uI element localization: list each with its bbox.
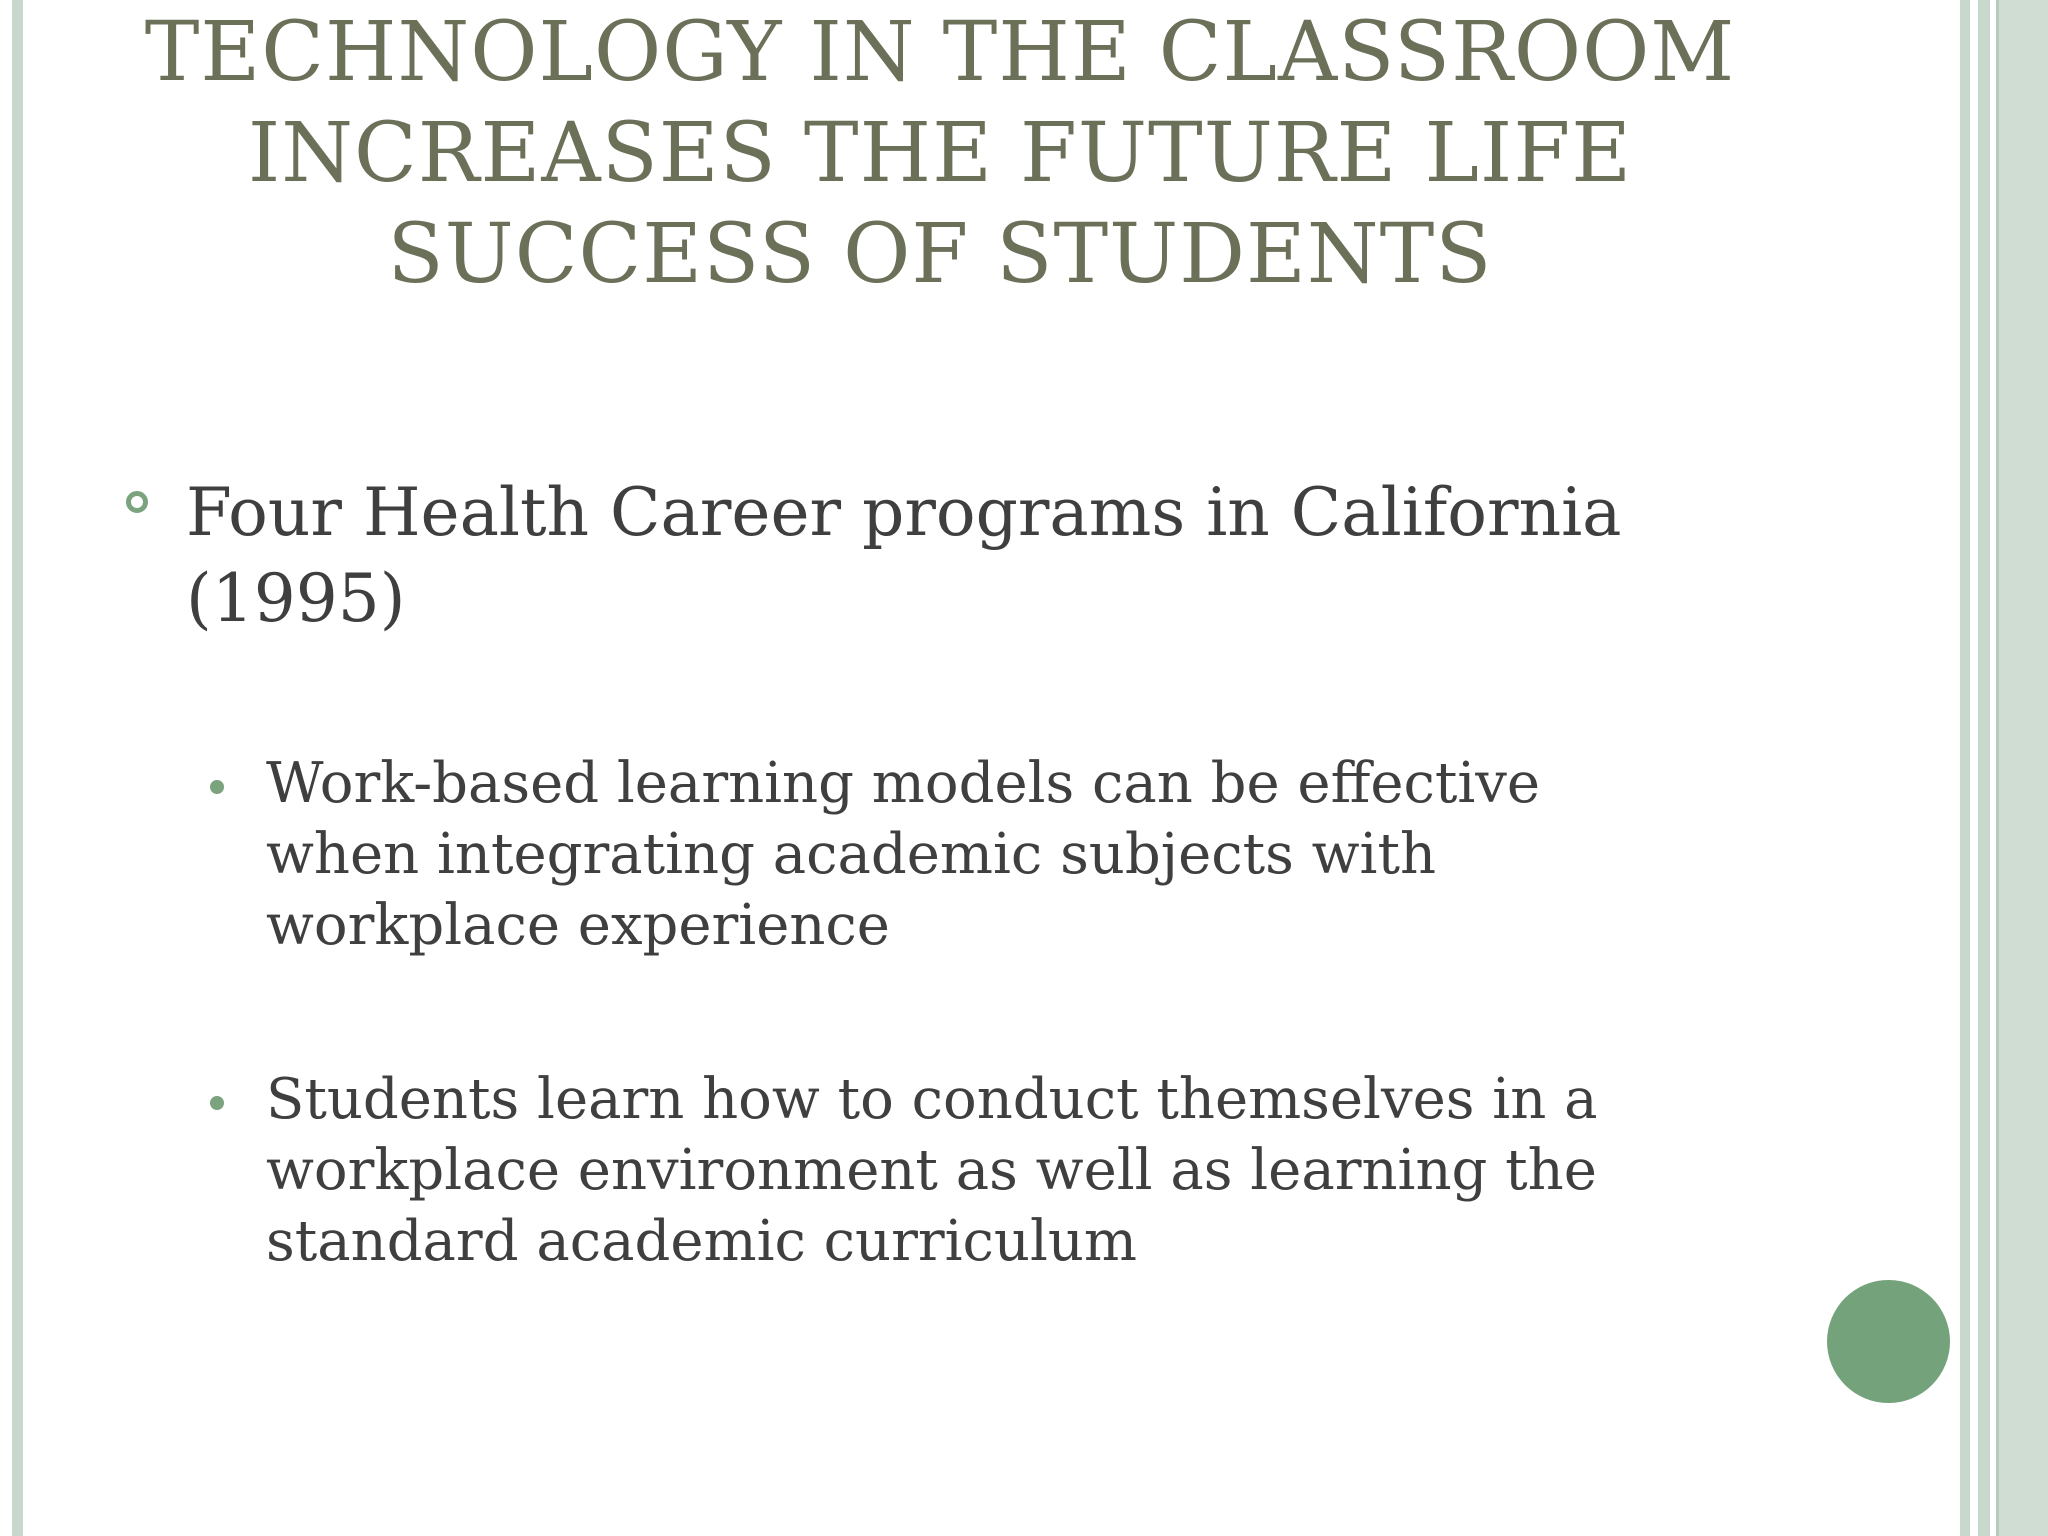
right-border-stripe: [1960, 0, 1970, 1536]
hollow-circle-bullet-icon: [126, 491, 148, 513]
bullet-text: Four Health Career programs in California (1995): [186, 474, 1622, 637]
left-border-stripe: [12, 0, 23, 1536]
sub-bullet-text: Work-based learning models can be effective when integrating academic subjects with workplace experience: [266, 751, 1541, 958]
dot-bullet-icon: [210, 780, 224, 794]
right-border-panel: [1996, 0, 2048, 1536]
slide-title: TECHNOLOGY IN THE CLASSROOM INCREASES THE FUTURE LIFE SUCCESS OF STUDENTS: [144, 5, 1736, 302]
dot-bullet-icon: [210, 1096, 224, 1110]
right-border-stripe: [1978, 0, 1990, 1536]
decorative-green-circle: [1827, 1280, 1950, 1403]
sub-bullet-text: Students learn how to conduct themselves in a workplace environment as well as learning the standard academic curriculum: [266, 1067, 1598, 1274]
